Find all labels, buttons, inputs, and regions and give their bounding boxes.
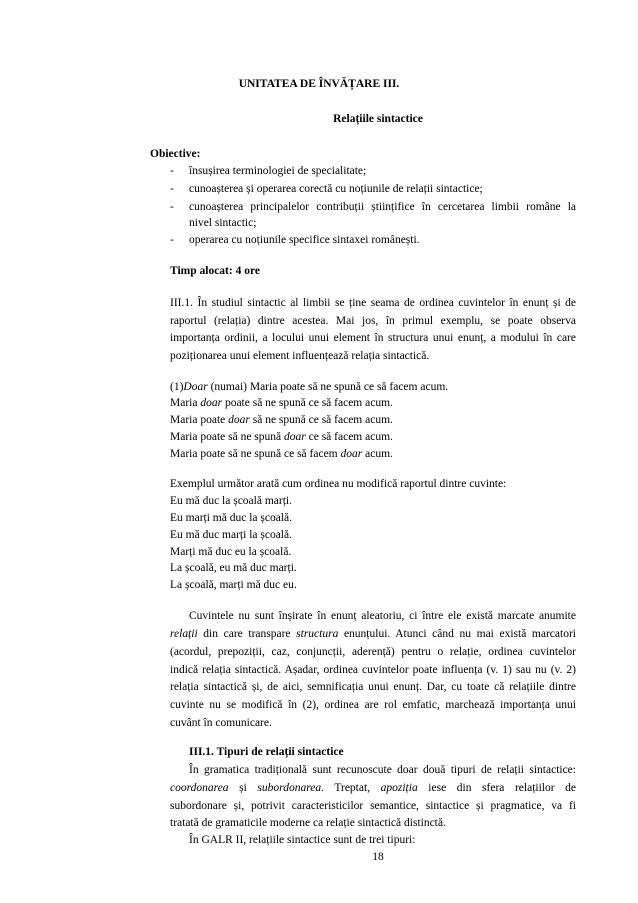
paragraph-line: relații din care transpare structura enunțului. Atunci când nu mai există marcatori	[170, 628, 576, 640]
paragraph-line: subordonare și, potrivit caracteristicilor semantice, sintactice și pragmatice, va fi	[170, 800, 576, 812]
example-line: Eu mă duc la școală marți.	[170, 495, 292, 507]
paragraph-line: (acordul, prepoziții, caz, conjuncții, aderență) pentru o relație, ordinea cuvintelor	[170, 646, 576, 658]
chapter-subtitle: Relațiile sintactice	[333, 113, 423, 125]
example-line: La școală, eu mă duc marți.	[170, 562, 297, 574]
example-intro: Exemplul următor arată cum ordinea nu modifică raportul dintre cuvinte:	[170, 478, 507, 490]
example-line: Maria doar poate să ne spună ce să facem acum.	[170, 397, 393, 409]
paragraph-line: importanța ordinii, a locului unui element în structura unui enunț, a modului în care	[170, 332, 576, 344]
paragraph-line: relația sintactică și, de aici, semnificația unui enunț. Dar, cu toate că relațiile dintre	[170, 681, 576, 693]
paragraph-line: cuvânt în comunicare.	[170, 717, 272, 729]
objective-item: operarea cu noțiunile specifice sintaxei românești.	[189, 234, 420, 246]
paragraph-line: raportul (relația) dintre acestea. Mai jos, în primul exemplu, se poate observa	[170, 315, 576, 327]
example-line: (1)Doar (numai) Maria poate să ne spună ce să facem acum.	[170, 381, 449, 393]
example-line: Maria poate doar să ne spună ce să facem acum.	[170, 414, 393, 426]
example-line: La școală, marți mă duc eu.	[170, 579, 297, 591]
unit-title: UNITATEA DE ÎNVĂȚARE III.	[238, 78, 400, 90]
objective-item-continued: nivel sintactic;	[189, 217, 257, 229]
paragraph-line: poziționarea unui element influențează relația sintactică.	[170, 350, 430, 362]
list-dash: -	[170, 165, 174, 177]
paragraph-line: coordonarea și subordonarea. Treptat, apoziția iese din sfera relațiilor de	[170, 782, 577, 794]
example-line: Marți mă duc eu la școală.	[170, 546, 292, 558]
paragraph-line: Cuvintele nu sunt înșirate în enunț aleatoriu, ci între ele există marcate anumite	[189, 610, 576, 622]
list-dash: -	[170, 183, 174, 195]
section-heading: III.1. Tipuri de relații sintactice	[189, 746, 344, 758]
paragraph-line: III.1. În studiul sintactic al limbii se ține seama de ordinea cuvintelor în enunț și de	[170, 297, 576, 309]
paragraph-line: În gramatica tradițională sunt recunoscute doar două tipuri de relații sintactice:	[189, 764, 576, 776]
time-allocated: Timp alocat: 4 ore	[170, 265, 260, 277]
objective-item: cunoașterea și operarea corectă cu noțiunile de relații sintactice;	[189, 183, 483, 195]
objective-item: însușirea terminologiei de specialitate;	[189, 165, 367, 177]
example-line: Maria poate să ne spună ce să facem doar acum.	[170, 448, 393, 460]
objective-item: cunoașterea principalelor contribuții științifice în cercetarea limbii române la	[189, 201, 576, 213]
example-line: Eu mă duc marți la școală.	[170, 529, 292, 541]
example-line: Eu marți mă duc la școală.	[170, 512, 292, 524]
paragraph-line: indică relația sintactică. Așadar, ordinea cuvintelor poate influența (v. 1) sau nu (v. 2)	[170, 664, 576, 676]
page-number: 18	[372, 851, 384, 863]
list-dash: -	[170, 234, 174, 246]
paragraph-line: cuvinte nu se modifică în (2), ordinea are rol emfatic, marchează importanța unui	[170, 699, 576, 711]
paragraph-line: În GALR II, relațiile sintactice sunt de trei tipuri:	[189, 834, 416, 846]
objectives-label: Obiective:	[150, 148, 201, 160]
paragraph-line: tratată de gramaticile moderne ca relație sintactică distinctă.	[170, 817, 446, 829]
example-line: Maria poate să ne spună doar ce să facem acum.	[170, 431, 393, 443]
list-dash: -	[170, 201, 174, 213]
